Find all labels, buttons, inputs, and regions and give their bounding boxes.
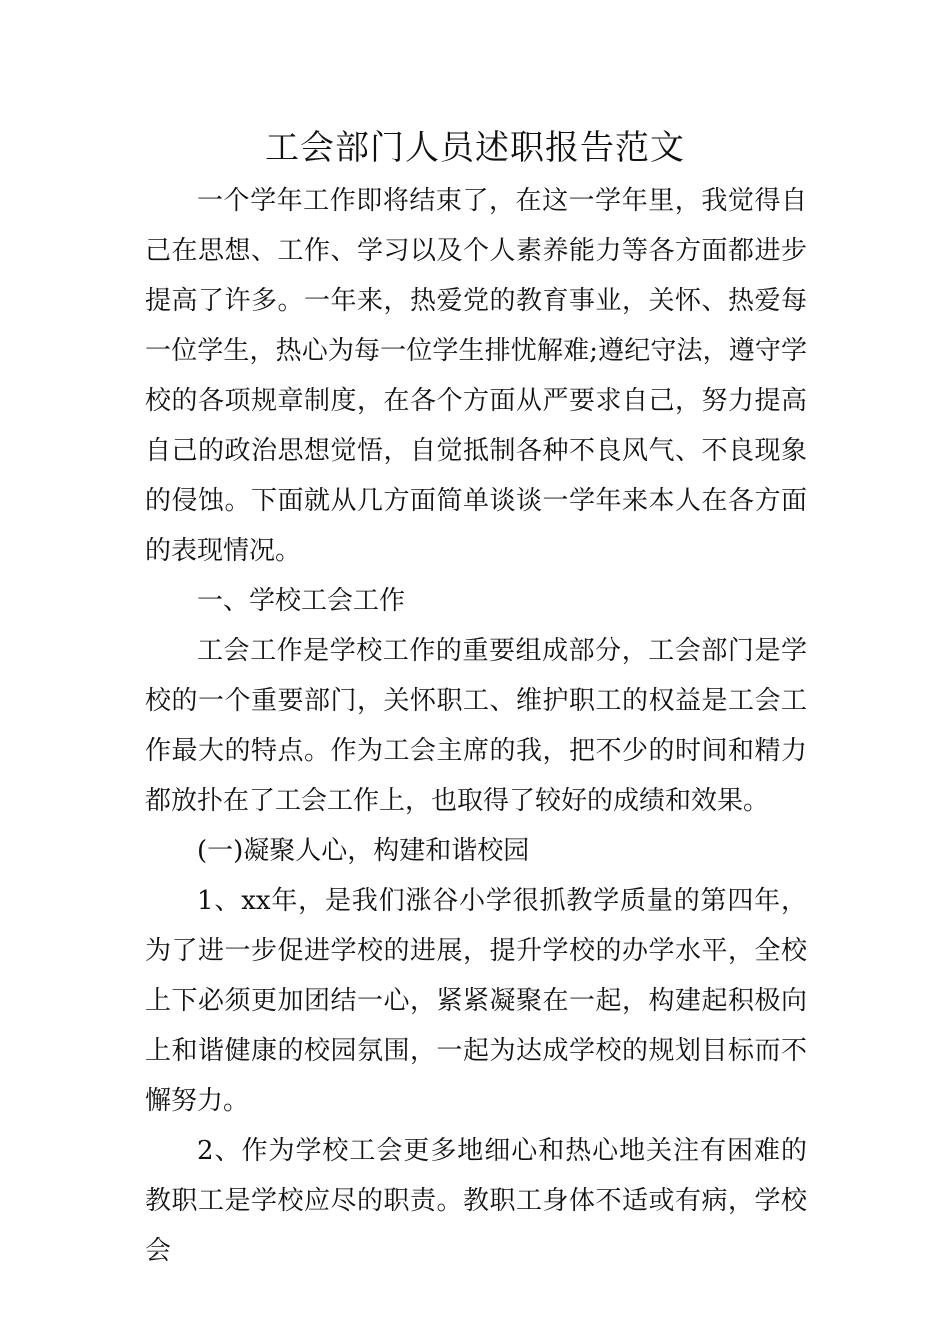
- document-body: [145, 176, 807, 1276]
- paragraph-intro: 一个学年工作即将结束了，在这一学年里，我觉得自己在思想、工作、学习以及个人素养能力等各方面都进步提高了许多。一年来，热爱党的教育事业，关怀、热爱每一位学生，热心为每一位学生排忧解难;遵纪守法，遵守学校的各项规章制度，在各个方面从严要求自己，努力提高自己的政治思想觉悟，自觉抵制各种不良风气、不良现象的侵蚀。下面就从几方面简单谈谈一学年来本人在各方面的表现情况。: [145, 186, 807, 566]
- subsection-heading-cohesion: (一)凝聚人心，构建和谐校园: [197, 836, 530, 866]
- paragraph-union-work: 工会工作是学校工作的重要组成部分，工会部门是学校的一个重要部门，关怀职工、维护职工的权益是工会工作最大的特点。作为工会主席的我，把不少的时间和精力都放扑在了工会工作上，也取得了较好的成绩和效果。: [145, 636, 807, 816]
- paragraph-item-2: 2、作为学校工会更多地细心和热心地关注有困难的教职工是学校应尽的职责。教职工身体不适或有病，学校会: [145, 1136, 807, 1266]
- section-heading-union-work: 一、学校工会工作: [197, 586, 406, 616]
- paragraph-item-1: 1、xx年，是我们涨谷小学很抓教学质量的第四年，为了进一步促进学校的进展，提升学校的办学水平，全校上下必须更加团结一心，紧紧凝聚在一起，构建起积极向上和谐健康的校园氛围，一起为达成学校的规划目标而不懈努力。: [145, 886, 807, 1116]
- document-title: 工会部门人员述职报告范文: [265, 128, 685, 168]
